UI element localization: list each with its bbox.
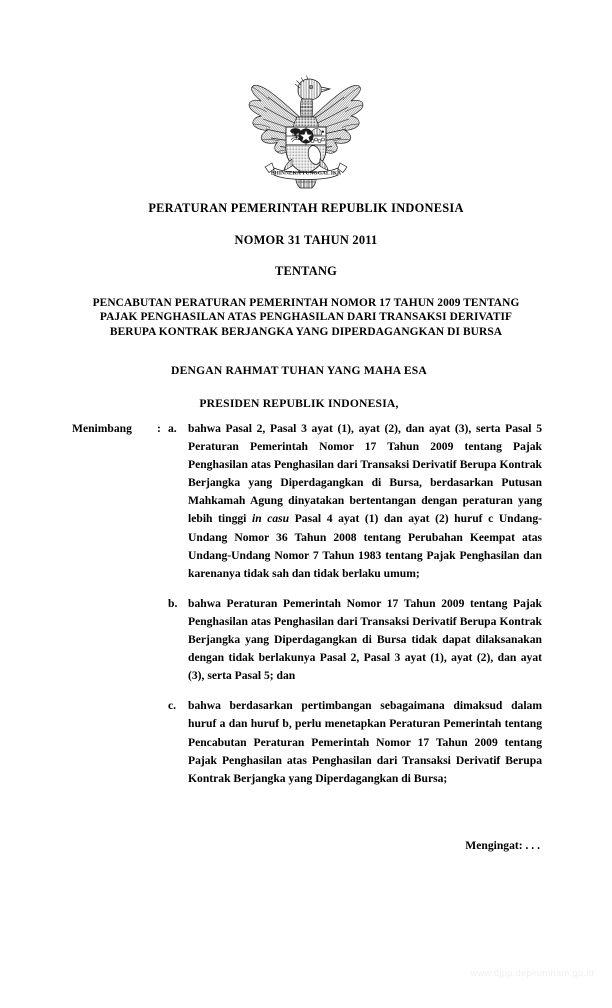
regulation-subject-title: PENCABUTAN PERATURAN PEMERINTAH NOMOR 17 TAHUN 2009 TENTANG PAJAK PENGHASILAN ATAS PENGHASILAN DARI TRANSAKSI DERIVATIF BERUPA KONTRAK BERJANGKA YANG DIPERDAGANGKAN DI BURSA xyxy=(92,297,520,338)
continuation-marker: Mengingat: . . . xyxy=(465,839,540,852)
consideration-item-c xyxy=(72,697,542,787)
consideration-text-c: bahwa berdasarkan pertimbangan sebagaimana dimaksud dalam huruf a dan huruf b, perlu menetapkan Peraturan Pemerintah tentang Pencabutan Peraturan Pemerintah Nomor 17 Tahun 2009 tentang Pajak Penghasilan atas Penghasilan dari Transaksi Derivatif Berupa Kontrak Berjangka yang Diperdagangkan di Bursa; xyxy=(188,699,542,785)
considerations-section xyxy=(72,420,542,788)
regulation-number-line: NOMOR 31 TAHUN 2011 xyxy=(234,233,378,247)
consideration-letter-a: a. xyxy=(168,422,177,435)
issuing-authority-line: PRESIDEN REPUBLIK INDONESIA, xyxy=(199,397,399,411)
consideration-item-a xyxy=(72,420,542,583)
regulation-authority-line: PERATURAN PEMERINTAH REPUBLIK INDONESIA xyxy=(148,201,464,215)
blessing-line: DENGAN RAHMAT TUHAN YANG MAHA ESA xyxy=(171,364,427,378)
considerations-label: Menimbang xyxy=(72,422,132,435)
consideration-text-b: bahwa Peraturan Pemerintah Nomor 17 Tahun 2009 tentang Pajak Penghasilan atas Penghasilan dari Transaksi Derivatif Berupa Kontrak Berjangka yang Diperdagangkan di Bursa tidak dapat dilaksanakan dengan tidak berlakunya Pasal 2, Pasal 3 ayat (1), ayat (2), dan ayat (3), serta Pasal 5; dan xyxy=(188,596,542,683)
garuda-pancasila-emblem xyxy=(236,74,376,194)
consideration-letter-b: b. xyxy=(168,596,178,610)
considerations-colon: : xyxy=(157,422,161,435)
consideration-a-part2: Pasal 4 ayat (1) dan ayat (2) huruf c Undang-Undang Nomor 36 Tahun 2008 tentang Perubahan Keempat atas Undang-Undang Nomor 7 Tahun 1983 tentang Pajak Penghasilan dan karenanya tidak sah dan tidak berlaku umum; xyxy=(188,512,542,580)
consideration-a-part1: bahwa Pasal 2, Pasal 3 ayat (1), ayat (2), dan ayat (3), serta Pasal 5 Peraturan Pemerintah Nomor 17 Tahun 2009 tentang Pajak Penghasilan atas Penghasilan dari Transaksi Derivatif Berupa Kontrak Berjangka yang Diperdagangkan di Bursa, berdasarkan Putusan Mahkamah Agung dinyatakan bertentangan dengan peraturan yang lebih tinggi xyxy=(188,422,542,526)
consideration-letter-c: c. xyxy=(168,699,177,713)
footer-watermark: www.djpp.depkumham.go.id xyxy=(470,968,594,979)
consideration-item-b xyxy=(72,595,542,685)
consideration-a-latin-phrase: in casu xyxy=(251,512,290,526)
consideration-text-a xyxy=(188,420,542,583)
emblem-motto-text: BHINNEKA TUNGGAL IKA xyxy=(270,170,342,177)
regulation-about-label: TENTANG xyxy=(274,264,338,278)
document-header xyxy=(0,200,612,412)
